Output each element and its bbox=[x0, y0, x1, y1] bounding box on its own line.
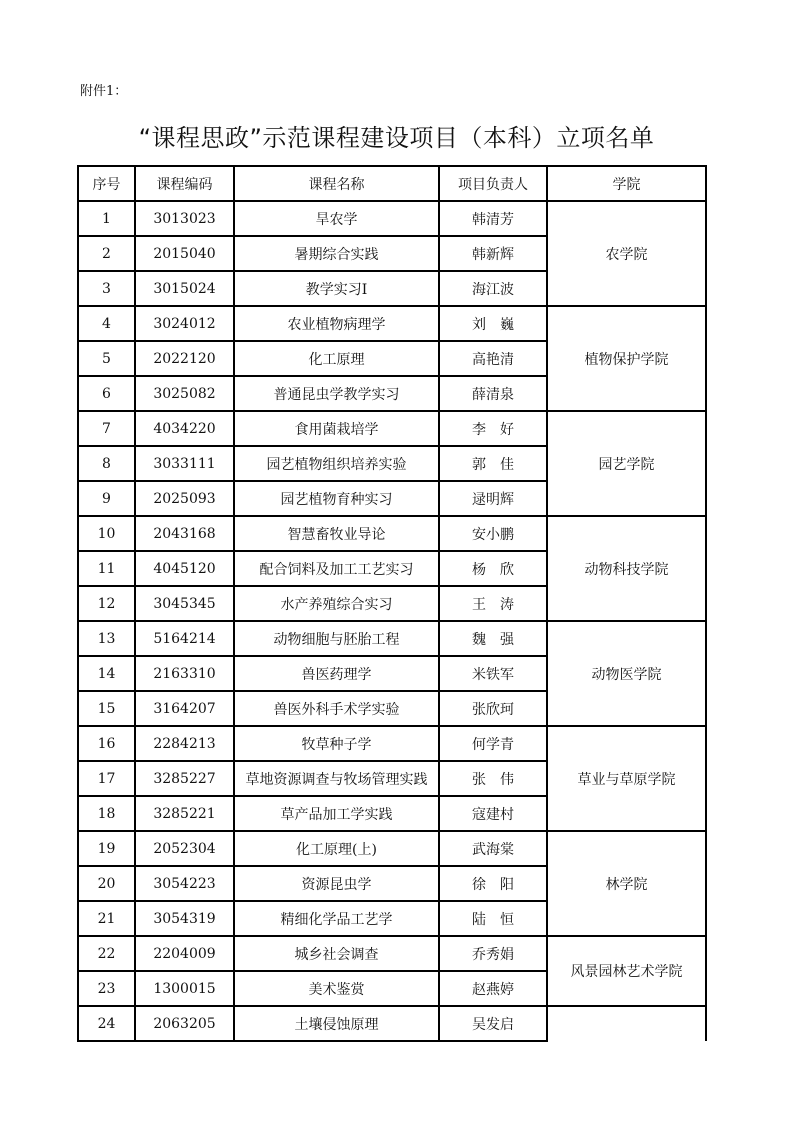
row-no: 14 bbox=[78, 656, 135, 691]
project-lead: 高艳清 bbox=[439, 341, 547, 376]
project-lead: 吴发启 bbox=[439, 1006, 547, 1041]
row-no: 5 bbox=[78, 341, 135, 376]
table-row bbox=[78, 936, 706, 971]
project-lead: 郭 佳 bbox=[439, 446, 547, 481]
project-lead: 王 涛 bbox=[439, 586, 547, 621]
course-name: 暑期综合实践 bbox=[234, 236, 439, 271]
project-lead: 米铁军 bbox=[439, 656, 547, 691]
course-code: 3285227 bbox=[135, 761, 234, 796]
course-name: 园艺植物育种实习 bbox=[234, 481, 439, 516]
project-lead: 安小鹏 bbox=[439, 516, 547, 551]
college-name: 园艺学院 bbox=[547, 411, 706, 516]
project-lead: 薛清泉 bbox=[439, 376, 547, 411]
project-lead: 魏 强 bbox=[439, 621, 547, 656]
course-code: 2284213 bbox=[135, 726, 234, 761]
row-no: 13 bbox=[78, 621, 135, 656]
course-name: 化工原理(上) bbox=[234, 831, 439, 866]
course-code: 2163310 bbox=[135, 656, 234, 691]
table-row bbox=[78, 411, 706, 446]
course-code: 3033111 bbox=[135, 446, 234, 481]
course-name: 土壤侵蚀原理 bbox=[234, 1006, 439, 1041]
course-name: 城乡社会调查 bbox=[234, 936, 439, 971]
row-no: 17 bbox=[78, 761, 135, 796]
row-no: 22 bbox=[78, 936, 135, 971]
row-no: 6 bbox=[78, 376, 135, 411]
course-code: 3013023 bbox=[135, 201, 234, 236]
college-name: 植物保护学院 bbox=[547, 306, 706, 411]
table-header-row bbox=[78, 166, 706, 201]
project-lead: 张欣珂 bbox=[439, 691, 547, 726]
table-row bbox=[78, 726, 706, 761]
project-lead: 陆 恒 bbox=[439, 901, 547, 936]
table-row bbox=[78, 1006, 706, 1041]
project-lead: 寇建村 bbox=[439, 796, 547, 831]
header-code: 课程编码 bbox=[135, 166, 234, 201]
project-lead: 赵燕婷 bbox=[439, 971, 547, 1006]
project-lead: 武海棠 bbox=[439, 831, 547, 866]
project-lead: 韩清芳 bbox=[439, 201, 547, 236]
table-row bbox=[78, 201, 706, 236]
course-code: 2022120 bbox=[135, 341, 234, 376]
header-lead: 项目负责人 bbox=[439, 166, 547, 201]
course-name: 水产养殖综合实习 bbox=[234, 586, 439, 621]
course-name: 园艺植物组织培养实验 bbox=[234, 446, 439, 481]
project-lead: 何学青 bbox=[439, 726, 547, 761]
course-name: 牧草种子学 bbox=[234, 726, 439, 761]
table-row bbox=[78, 306, 706, 341]
row-no: 1 bbox=[78, 201, 135, 236]
project-lead: 海江波 bbox=[439, 271, 547, 306]
header-course-name: 课程名称 bbox=[234, 166, 439, 201]
course-name: 精细化学品工艺学 bbox=[234, 901, 439, 936]
project-lead: 韩新辉 bbox=[439, 236, 547, 271]
row-no: 11 bbox=[78, 551, 135, 586]
project-lead: 徐 阳 bbox=[439, 866, 547, 901]
attachment-label: 附件1： bbox=[80, 84, 128, 99]
course-code: 4045120 bbox=[135, 551, 234, 586]
course-code: 3054223 bbox=[135, 866, 234, 901]
row-no: 21 bbox=[78, 901, 135, 936]
course-code: 3015024 bbox=[135, 271, 234, 306]
college-name: 风景园林艺术学院 bbox=[547, 936, 706, 1006]
course-code: 3024012 bbox=[135, 306, 234, 341]
table-row bbox=[78, 831, 706, 866]
project-lead: 刘 巍 bbox=[439, 306, 547, 341]
course-name: 美术鉴赏 bbox=[234, 971, 439, 1006]
table-body bbox=[78, 201, 706, 1041]
row-no: 15 bbox=[78, 691, 135, 726]
course-code: 3025082 bbox=[135, 376, 234, 411]
course-name: 教学实习I bbox=[234, 271, 439, 306]
row-no: 12 bbox=[78, 586, 135, 621]
course-code: 5164214 bbox=[135, 621, 234, 656]
header-no: 序号 bbox=[78, 166, 135, 201]
row-no: 7 bbox=[78, 411, 135, 446]
course-code: 3045345 bbox=[135, 586, 234, 621]
course-code: 2204009 bbox=[135, 936, 234, 971]
course-code: 4034220 bbox=[135, 411, 234, 446]
course-name: 草地资源调查与牧场管理实践 bbox=[234, 761, 439, 796]
project-lead: 乔秀娟 bbox=[439, 936, 547, 971]
course-name: 普通昆虫学教学实习 bbox=[234, 376, 439, 411]
row-no: 18 bbox=[78, 796, 135, 831]
row-no: 19 bbox=[78, 831, 135, 866]
row-no: 23 bbox=[78, 971, 135, 1006]
course-name: 资源昆虫学 bbox=[234, 866, 439, 901]
course-code: 2043168 bbox=[135, 516, 234, 551]
course-code: 3054319 bbox=[135, 901, 234, 936]
course-name: 旱农学 bbox=[234, 201, 439, 236]
table-row bbox=[78, 621, 706, 656]
project-lead: 李 好 bbox=[439, 411, 547, 446]
document-title: “课程思政”示范课程建设项目（本科）立项名单 bbox=[138, 124, 655, 152]
row-no: 8 bbox=[78, 446, 135, 481]
project-lead: 杨 欣 bbox=[439, 551, 547, 586]
row-no: 10 bbox=[78, 516, 135, 551]
row-no: 2 bbox=[78, 236, 135, 271]
college-name: 草业与草原学院 bbox=[547, 726, 706, 831]
row-no: 9 bbox=[78, 481, 135, 516]
course-code: 3164207 bbox=[135, 691, 234, 726]
project-list-table bbox=[77, 165, 707, 1042]
college-name: 动物科技学院 bbox=[547, 516, 706, 621]
course-code: 1300015 bbox=[135, 971, 234, 1006]
project-lead: 逯明辉 bbox=[439, 481, 547, 516]
course-code: 2015040 bbox=[135, 236, 234, 271]
college-name: 动物医学院 bbox=[547, 621, 706, 726]
college-name: 农学院 bbox=[547, 201, 706, 306]
row-no: 3 bbox=[78, 271, 135, 306]
row-no: 24 bbox=[78, 1006, 135, 1041]
course-name: 化工原理 bbox=[234, 341, 439, 376]
college-name: 林学院 bbox=[547, 831, 706, 936]
course-code: 2025093 bbox=[135, 481, 234, 516]
course-code: 2052304 bbox=[135, 831, 234, 866]
row-no: 16 bbox=[78, 726, 135, 761]
course-name: 草产品加工学实践 bbox=[234, 796, 439, 831]
course-code: 2063205 bbox=[135, 1006, 234, 1041]
course-code: 3285221 bbox=[135, 796, 234, 831]
college-name bbox=[547, 1006, 706, 1041]
course-name: 食用菌栽培学 bbox=[234, 411, 439, 446]
course-name: 配合饲料及加工工艺实习 bbox=[234, 551, 439, 586]
course-name: 兽医药理学 bbox=[234, 656, 439, 691]
course-name: 智慧畜牧业导论 bbox=[234, 516, 439, 551]
table-row bbox=[78, 516, 706, 551]
row-no: 4 bbox=[78, 306, 135, 341]
row-no: 20 bbox=[78, 866, 135, 901]
course-name: 动物细胞与胚胎工程 bbox=[234, 621, 439, 656]
project-lead: 张 伟 bbox=[439, 761, 547, 796]
header-college: 学院 bbox=[547, 166, 706, 201]
course-name: 农业植物病理学 bbox=[234, 306, 439, 341]
course-name: 兽医外科手术学实验 bbox=[234, 691, 439, 726]
